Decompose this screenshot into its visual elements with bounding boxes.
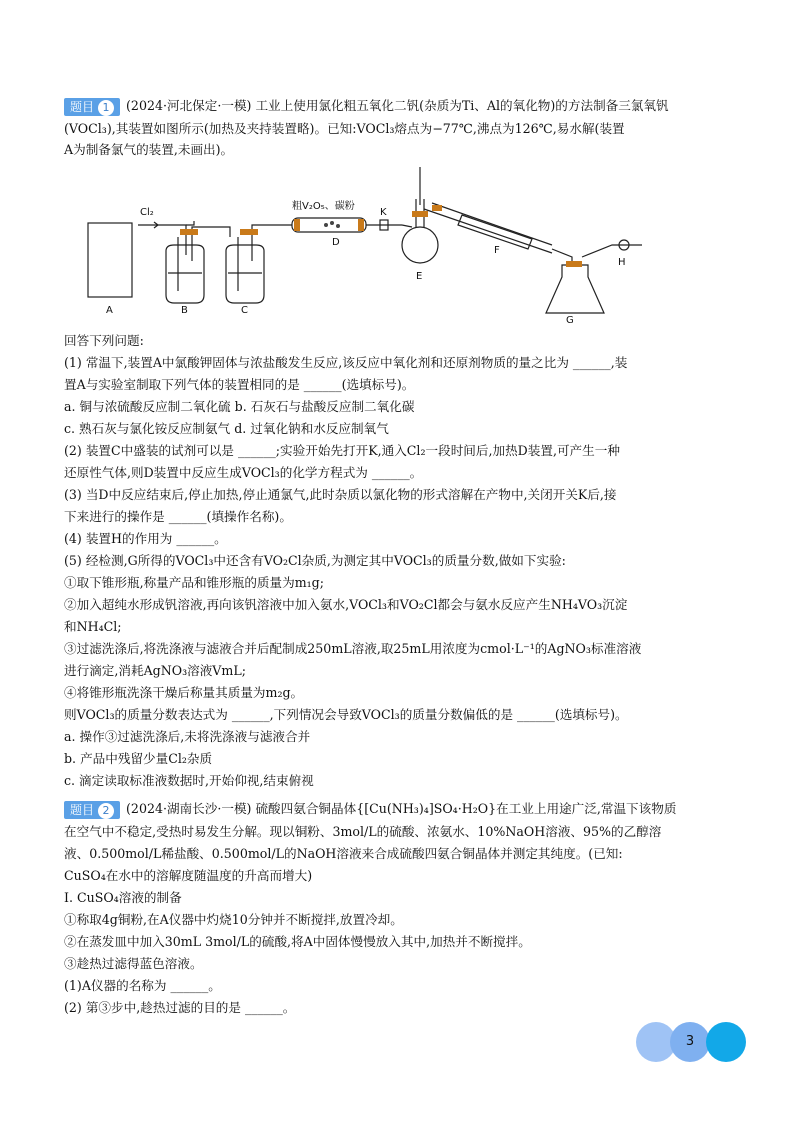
label-h: H bbox=[618, 257, 626, 268]
tube-d bbox=[292, 218, 366, 232]
q1-body-3: a. 铜与浓硫酸反应制二氧化硫 b. 石灰石与盐酸反应制二氧化碳 bbox=[64, 399, 415, 414]
q1-body-13: 和NH₄Cl; bbox=[64, 619, 122, 634]
label-k: K bbox=[380, 207, 387, 218]
label-a: A bbox=[106, 305, 113, 316]
q2-line-6: ①称取4g铜粉,在A仪器中灼烧10分钟并不断搅拌,放置冷却。 bbox=[64, 912, 403, 927]
condenser-f bbox=[458, 215, 532, 249]
label-c: C bbox=[241, 305, 248, 316]
q2-line-9: (1)A仪器的名称为 ______。 bbox=[64, 978, 221, 993]
q1-body-8: 下来进行的操作是 ______(填操作名称)。 bbox=[64, 509, 292, 524]
q2-line-4: CuSO₄在水中的溶解度随温度的升高而增大) bbox=[64, 868, 313, 883]
q1-body-0: 回答下列问题: bbox=[64, 333, 144, 348]
q1-body-4: c. 熟石灰与氯化铵反应制氨气 d. 过氧化钠和水反应制氧气 bbox=[64, 421, 389, 436]
flask-g bbox=[546, 265, 604, 313]
cl2-label: Cl₂ bbox=[140, 207, 154, 218]
q1-body-7: (3) 当D中反应结束后,停止加热,停止通氯气,此时杂质以氯化物的形式溶解在产物中,关闭开关K后,接 bbox=[64, 487, 617, 502]
q2-line-1: 题目 2 (2024·湖南长沙·一模) 硫酸四氨合铜晶体{[Cu(NH₃)₄]SO₄·H₂O}在工业上用途广泛,常温下该物质 bbox=[64, 799, 734, 819]
q1-body-18: a. 操作③过滤洗涤后,未将洗涤液与滤液合并 bbox=[64, 729, 311, 744]
q1-body-10: (5) 经检测,G所得的VOCl₃中还含有VO₂Cl杂质,为测定其中VOCl₃的质量分数,做如下实验: bbox=[64, 553, 566, 568]
q1-body-2: 置A与实验室制取下列气体的装置相同的是 ______(选填标号)。 bbox=[64, 377, 415, 392]
q1-body-14: ③过滤洗涤后,将洗涤液与滤液合并后配制成250mL溶液,取25mL用浓度为cmol·L⁻¹的AgNO₃标准溶液 bbox=[64, 641, 642, 656]
q2-line-7: ②在蒸发皿中加入30mL 3mol/L的硫酸,将A中固体慢慢放入其中,加热并不断搅拌。 bbox=[64, 934, 531, 949]
q1-body-12: ②加入超纯水形成钒溶液,再向该钒溶液中加入氨水,VOCl₃和VO₂Cl都会与氨水反应产生NH₄VO₃沉淀 bbox=[64, 597, 628, 612]
label-d: D bbox=[332, 237, 340, 248]
q2-line-10: (2) 第③步中,趁热过滤的目的是 ______。 bbox=[64, 1000, 296, 1015]
q1-body-17: 则VOCl₃的质量分数表达式为 ______,下列情况会导致VOCl₃的质量分数偏低的是 ______(选填标号)。 bbox=[64, 707, 628, 722]
page-decor-right bbox=[706, 1022, 746, 1062]
q2-line-5: I. CuSO₄溶液的制备 bbox=[64, 890, 182, 905]
q2-tag: 题目 2 bbox=[64, 801, 120, 819]
q1-body-9: (4) 装置H的作用为 ______。 bbox=[64, 531, 227, 546]
label-g: G bbox=[566, 315, 574, 325]
apparatus-diagram bbox=[82, 165, 682, 325]
q1-body-5: (2) 装置C中盛装的试剂可以是 ______;实验开始先打开K,通入Cl₂一段时间后,加热D装置,可产生一种 bbox=[64, 443, 620, 458]
label-b: B bbox=[181, 305, 188, 316]
q2-line-2: 在空气中不稳定,受热时易发生分解。现以铜粉、3mol/L的硫酸、浓氨水、10%NaOH溶液、95%的乙醇溶 bbox=[64, 824, 662, 839]
q1-body-16: ④将锥形瓶洗涤干燥后称量其质量为m₂g。 bbox=[64, 685, 304, 700]
q1-body-1: (1) 常温下,装置A中氯酸钾固体与浓盐酸发生反应,该反应中氧化剂和还原剂物质的量之比为 ______,装 bbox=[64, 355, 628, 370]
bottle-c bbox=[226, 245, 264, 303]
q1-body-20: c. 滴定读取标准液数据时,开始仰视,结束俯视 bbox=[64, 773, 314, 788]
q1-body-15: 进行滴定,消耗AgNO₃溶液VmL; bbox=[64, 663, 246, 678]
reagent-label: 粗V₂O₅、碳粉 bbox=[292, 201, 355, 212]
label-f: F bbox=[494, 245, 500, 256]
q1-tag: 题目 1 bbox=[64, 98, 120, 116]
q2-line-3: 液、0.500mol/L稀盐酸、0.500mol/L的NaOH溶液来合成硫酸四氨合铜晶体并测定其纯度。(已知: bbox=[64, 846, 623, 861]
apparatus-a-box bbox=[88, 223, 132, 297]
label-e: E bbox=[416, 271, 423, 282]
bottle-b bbox=[166, 245, 204, 303]
q1-body-11: ①取下锥形瓶,称量产品和锥形瓶的质量为m₁g; bbox=[64, 575, 324, 590]
q1-body-19: b. 产品中残留少量Cl₂杂质 bbox=[64, 751, 213, 766]
q1-body-6: 还原性气体,则D装置中反应生成VOCl₃的化学方程式为 ______。 bbox=[64, 465, 423, 480]
page-number: 3 bbox=[670, 1022, 710, 1062]
q2-line-8: ③趁热过滤得蓝色溶液。 bbox=[64, 956, 203, 971]
flask-e bbox=[402, 227, 438, 263]
q1-line-2: (VOCl₃),其装置如图所示(加热及夹持装置略)。已知:VOCl₃熔点为−77℃,沸点为126℃,易水解(装置 bbox=[64, 121, 625, 136]
q1-line-1: 题目 1 (2024·河北保定·一模) 工业上使用氯化粗五氧化二钒(杂质为Ti、Al的氧化物)的方法制备三氯氧钒 bbox=[64, 96, 734, 116]
q1-line-3: A为制备氯气的装置,未画出)。 bbox=[64, 142, 234, 157]
